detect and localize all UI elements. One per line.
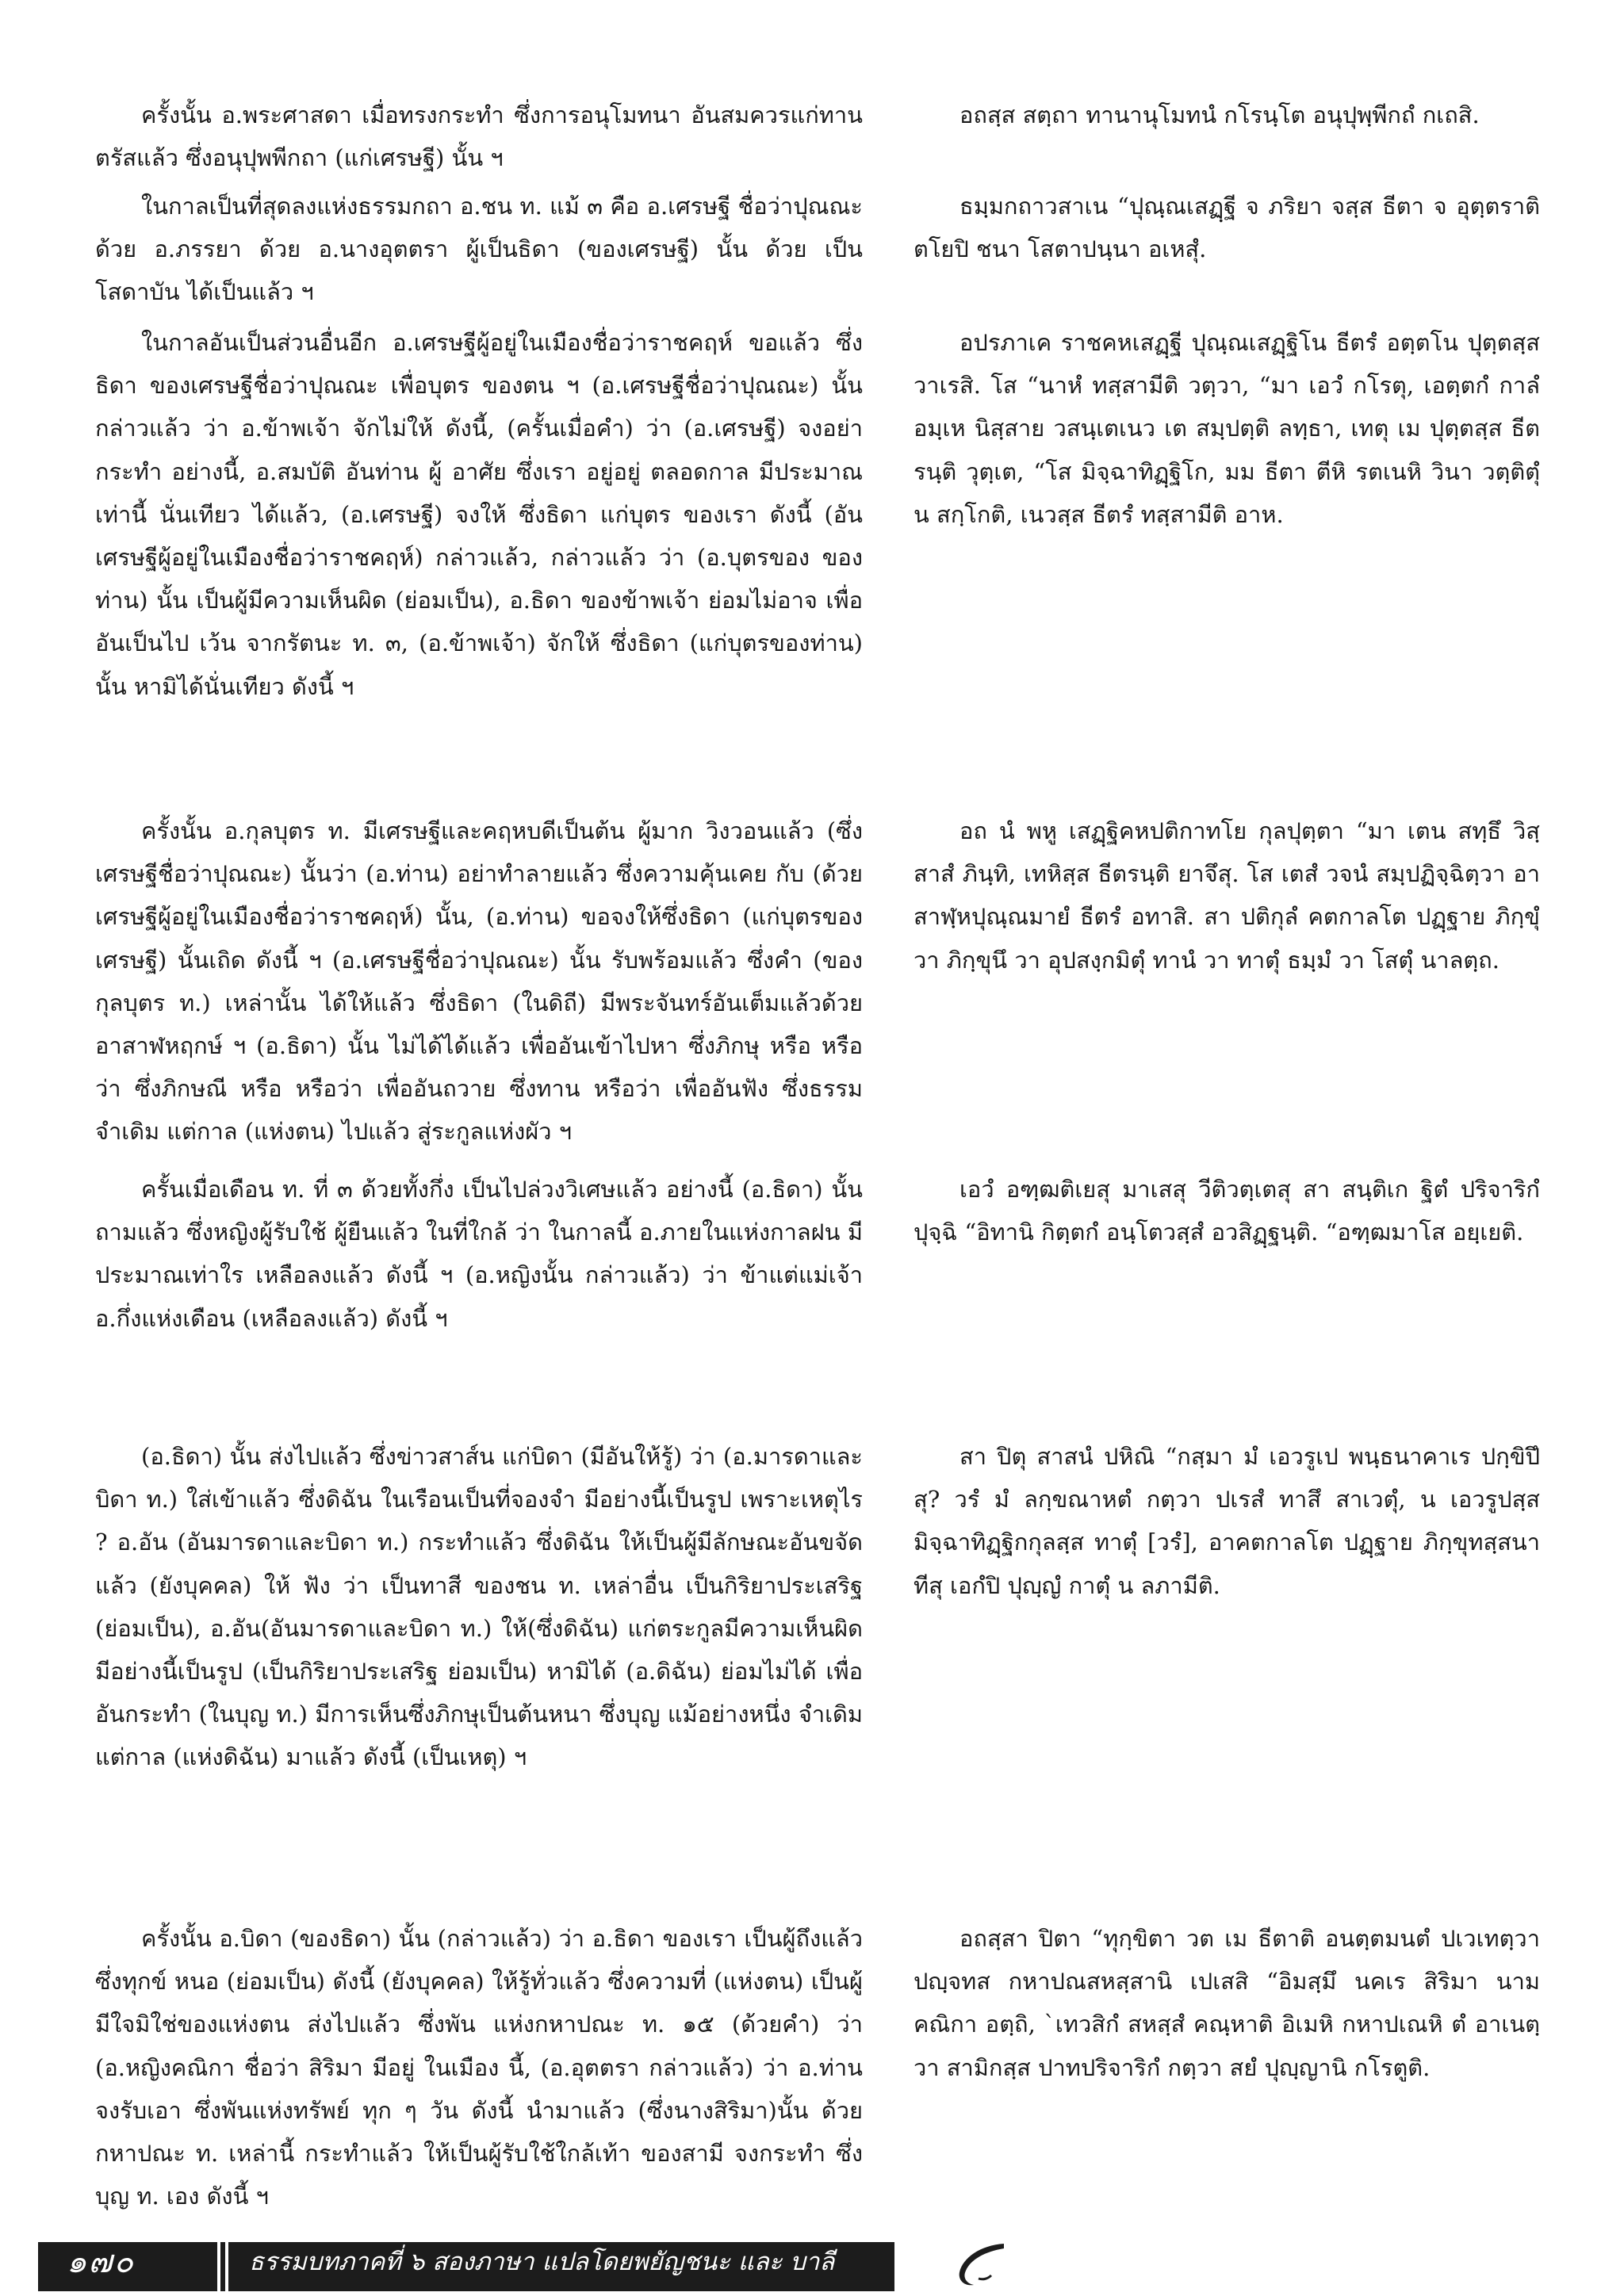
thai-paragraph-1: ครั้งนั้น อ.พระศาสดา เมื่อทรงกระทำ ซึ่งการอนุโมทนา อันสมควรแก่ทาน ตรัสแล้ว ซึ่งอนุปุพพีกถา (แก่เศรษฐี) นั้น ฯ <box>95 101 863 172</box>
pali-paragraph-6: สา ปิตุ สาสนํ ปหิณิ “กสฺมา มํ เอวรูเป พนฺธนาคาเร ปกฺขิปึสุ? วรํ มํ ลกฺขณาหตํ กตฺวา ปเรสํ ทาสึ สาเวตุํ, น เอวรูปสฺส มิจฺฉาทิฏฺฐิกกุลสฺส ทาตุํ [วรํ], อาคตกาลโต ปฏฺฐาย ภิกฺขุทสฺสนาทีสุ เอกํปิ ปุญฺญํ กาตุํ น ลภามีติ. <box>914 1443 1540 1599</box>
ornament-icon <box>948 2237 1012 2293</box>
pali-paragraph-4: อถ นํ พหู เสฏฺฐิคหปติกาทโย กุลปุตฺตา “มา เตน สทฺธึ วิสฺสาสํ ภินฺทิ, เทหิสฺส ธีตรนฺติ ยาจึสุ. โส เตสํ วจนํ สมฺปฏิจฺฉิตฺวา อาสาฬฺหปุณฺณมายํ ธีตรํ อทาสิ. สา ปติกุลํ คตกาลโต ปฏฺฐาย ภิกฺขุํ วา ภิกฺขุนึ วา อุปสงฺกมิตุํ ทานํ วา ทาตุํ ธมฺมํ วา โสตุํ นาลตฺถ. <box>914 817 1540 974</box>
thai-paragraph-4: ครั้งนั้น อ.กุลบุตร ท. มีเศรษฐีและคฤหบดีเป็นต้น ผู้มาก วิงวอนแล้ว (ซึ่งเศรษฐีชื่อว่าปุณณะ) นั้นว่า (อ.ท่าน) อย่าทำลายแล้ว ซึ่งความคุ้นเคย กับ (ด้วยเศรษฐีผู้อยู่ในเมืองชื่อว่าราชคฤห์) นั้น, (อ.ท่าน) ขอจงให้ซึ่งธิดา (แก่บุตรของเศรษฐี) นั้นเถิด ดังนี้ ฯ (อ.เศรษฐีชื่อว่าปุณณะ) นั้น รับพร้อมแล้ว ซึ่งคำ (ของกุลบุตร ท.) เหล่านั้น ได้ให้แล้ว ซึ่งธิดา (ในดิถี) มีพระจันทร์อันเต็มแล้วด้วยอาสาฬหฤกษ์ ฯ (อ.ธิดา) นั้น ไม่ได้ได้แล้ว เพื่ออันเข้าไปหา ซึ่งภิกษุ หรือ หรือว่า ซึ่งภิกษณี หรือ หรือว่า เพื่ออันถวาย ซึ่งทาน หรือว่า เพื่ออันฟัง ซึ่งธรรม จำเดิม แต่กาล (แห่งตน) ไปแล้ว สู่ระกูลแห่งผัว ฯ <box>95 817 863 1146</box>
pali-paragraph-2: ธมฺมกถาวสาเน “ปุณฺณเสฏฺฐี จ ภริยา จสฺส ธีตา จ อุตฺตราติ ตโยปิ ชนา โสตาปนฺนา อเหสุํ. <box>914 193 1540 263</box>
thai-paragraph-3: ในกาลอันเป็นส่วนอื่นอีก อ.เศรษฐีผู้อยู่ในเมืองชื่อว่าราชคฤห์ ขอแล้ว ซึ่งธิดา ของเศรษฐีชื่อว่าปุณณะ เพื่อบุตร ของตน ฯ (อ.เศรษฐีชื่อว่าปุณณะ) นั้น กล่าวแล้ว ว่า อ.ข้าพเจ้า จักไม่ให้ ดังนี้, (ครั้นเมื่อคำ) ว่า (อ.เศรษฐี) จงอย่ากระทำ อย่างนี้, อ.สมบัติ อันท่าน ผู้ อาศัย ซึ่งเรา อยู่อยู่ ตลอดกาล มีประมาณเท่านี้ นั่นเทียว ได้แล้ว, (อ.เศรษฐี) จงให้ ซึ่งธิดา แก่บุตร ของเรา ดังนี้ (อันเศรษฐีผู้อยู่ในเมืองชื่อว่าราชคฤห์) กล่าวแล้ว, กล่าวแล้ว ว่า (อ.บุตรของ ของท่าน) นั้น เป็นผู้มีความเห็นผิด (ย่อมเป็น), อ.ธิดา ของข้าพเจ้า ย่อมไม่อาจ เพื่ออันเป็นไป เว้น จากรัตนะ ท. ๓, (อ.ข้าพเจ้า) จักให้ ซึ่งธิดา (แก่บุตรของท่าน) นั้น หามิได้นั่นเทียว ดังนี้ ฯ <box>95 329 863 700</box>
page-number: ๑๗๐ <box>67 2244 135 2280</box>
pali-paragraph-5: เอวํ อฑฺฒติเยสุ มาเสสุ วีติวตฺเตสุ สา สนฺติเก ฐิตํ ปริจาริกํ ปุจฺฉิ “อิทานิ กิตฺตกํ อนฺโตวสฺสํ อวสิฏฺฐนฺติ. “อฑฺฒมาโส อยฺเยติ. <box>914 1176 1540 1246</box>
thai-paragraph-5: ครั้นเมื่อเดือน ท. ที่ ๓ ด้วยทั้งกึ่ง เป็นไปล่วงวิเศษแล้ว อย่างนี้ (อ.ธิดา) นั้น ถามแล้ว ซึ่งหญิงผู้รับใช้ ผู้ยืนแล้ว ในที่ใกล้ ว่า ในกาลนี้ อ.ภายในแห่งกาลฝน มีประมาณเท่าใร เหลือลงแล้ว ดังนี้ ฯ (อ.หญิงนั้น กล่าวแล้ว) ว่า ข้าแต่แม่เจ้า อ.กึ่งแห่งเดือน (เหลือลงแล้ว) ดังนี้ ฯ <box>95 1176 863 1332</box>
thai-paragraph-6: (อ.ธิดา) นั้น ส่งไปแล้ว ซึ่งข่าวสาส์น แก่บิดา (มีอันให้รู้) ว่า (อ.มารดาและบิดา ท.) ใส่เข้าแล้ว ซึ่งดิฉัน ในเรือนเป็นที่จองจำ มีอย่างนี้เป็นรูป เพราะเหตุไร ? อ.อัน (อันมารดาและบิดา ท.) กระทำแล้ว ซึ่งดิฉัน ให้เป็นผู้มีลักษณะอันขจัดแล้ว (ยังบุคคล) ให้ ฟัง ว่า เป็นทาสี ของชน ท. เหล่าอื่น เป็นกิริยาประเสริฐ (ย่อมเป็น), อ.อัน(อันมารดาและบิดา ท.) ให้(ซึ่งดิฉัน) แก่ตระกูลมีความเห็นผิด มีอย่างนี้เป็นรูป (เป็นกิริยาประเสริฐ ย่อมเป็น) หามิได้ (อ.ดิฉัน) ย่อมไม่ได้ เพื่ออันกระทำ (ในบุญ ท.) มีการเห็นซึ่งภิกษุเป็นต้นหนา ซึ่งบุญ แม้อย่างหนึ่ง จำเดิม แต่กาล (แห่งดิฉัน) มาแล้ว ดังนี้ (เป็นเหตุ) ฯ <box>95 1443 863 1771</box>
running-title: ธรรมบทภาคที่ ๖ สองภาษา แปลโดยพยัญชนะ และ บาลี <box>249 2248 835 2276</box>
footer-divider <box>225 2242 228 2291</box>
pali-paragraph-1: อถสฺส สตฺถา ทานานุโมทนํ กโรนฺโต อนุปุพฺพีกถํ กเถสิ. <box>959 101 1480 128</box>
pali-paragraph-7: อถสฺสา ปิตา “ทุกฺขิตา วต เม ธีตาติ อนตฺตมนตํ ปเวเทตฺวา ปญฺจทส กหาปณสหสฺสานิ เปเสสิ “อิมสฺมึ นคเร สิริมา นาม คณิกา อตฺถิ, `เทวสิกํ สหสฺสํ คณฺหาติ อิเมหิ กหาปเณหิ ตํ อาเนตฺวา สามิกสฺส ปาทปริจาริกํ กตฺวา สยํ ปุญฺญานิ กโรตูติ. <box>914 1925 1540 2081</box>
pali-paragraph-3: อปรภาเค ราชคหเสฏฺฐี ปุณฺณเสฏฺฐิโน ธีตรํ อตฺตโน ปุตฺตสฺส วาเรสิ. โส “นาหํ ทสฺสามีติ วตฺวา, “มา เอวํ กโรตุ, เอตฺตกํ กาลํ อมฺเห นิสฺสาย วสนฺเตเนว เต สมฺปตฺติ ลทฺธา, เทตุ เม ปุตฺตสฺส ธีตรนฺติ วุตฺเต, “โส มิจฺฉาทิฏฺฐิโก, มม ธีตา ตีหิ รตเนหิ วินา วตฺติตุํ น สกฺโกติ, เนวสฺส ธีตรํ ทสฺสามีติ อาห. <box>914 329 1540 528</box>
footer-divider <box>217 2242 220 2291</box>
thai-paragraph-2: ในกาลเป็นที่สุดลงแห่งธรรมกถา อ.ชน ท. แม้ ๓ คือ อ.เศรษฐี ชื่อว่าปุณณะ ด้วย อ.ภรรยา ด้วย อ.นางอุตตรา ผู้เป็นธิดา (ของเศรษฐี) นั้น ด้วย เป็นโสดาบัน ได้เป็นแล้ว ฯ <box>95 193 863 306</box>
thai-paragraph-7: ครั้งนั้น อ.บิดา (ของธิดา) นั้น (กล่าวแล้ว) ว่า อ.ธิดา ของเรา เป็นผู้ถึงแล้วซึ่งทุกข์ หนอ (ย่อมเป็น) ดังนี้ (ยังบุคคล) ให้รู้ทั่วแล้ว ซึ่งความที่ (แห่งตน) เป็นผู้มีใจมิใช่ของแห่งตน ส่งไปแล้ว ซึ่งพัน แห่งกหาปณะ ท. ๑๕ (ด้วยคำ) ว่า (อ.หญิงคณิกา ชื่อว่า สิริมา มีอยู่ ในเมือง นี้, (อ.อุตตรา กล่าวแล้ว) ว่า อ.ท่าน จงรับเอา ซึ่งพันแห่งทรัพย์ ทุก ๆ วัน ดังนี้ นำมาแล้ว (ซึ่งนางสิริมา)นั้น ด้วย กหาปณะ ท. เหล่านี้ กระทำแล้ว ให้เป็นผู้รับใช้ใกล้เท้า ของสามี จงกระทำ ซึ่งบุญ ท. เอง ดังนี้ ฯ <box>95 1925 863 2210</box>
page-footer <box>38 2237 1588 2296</box>
